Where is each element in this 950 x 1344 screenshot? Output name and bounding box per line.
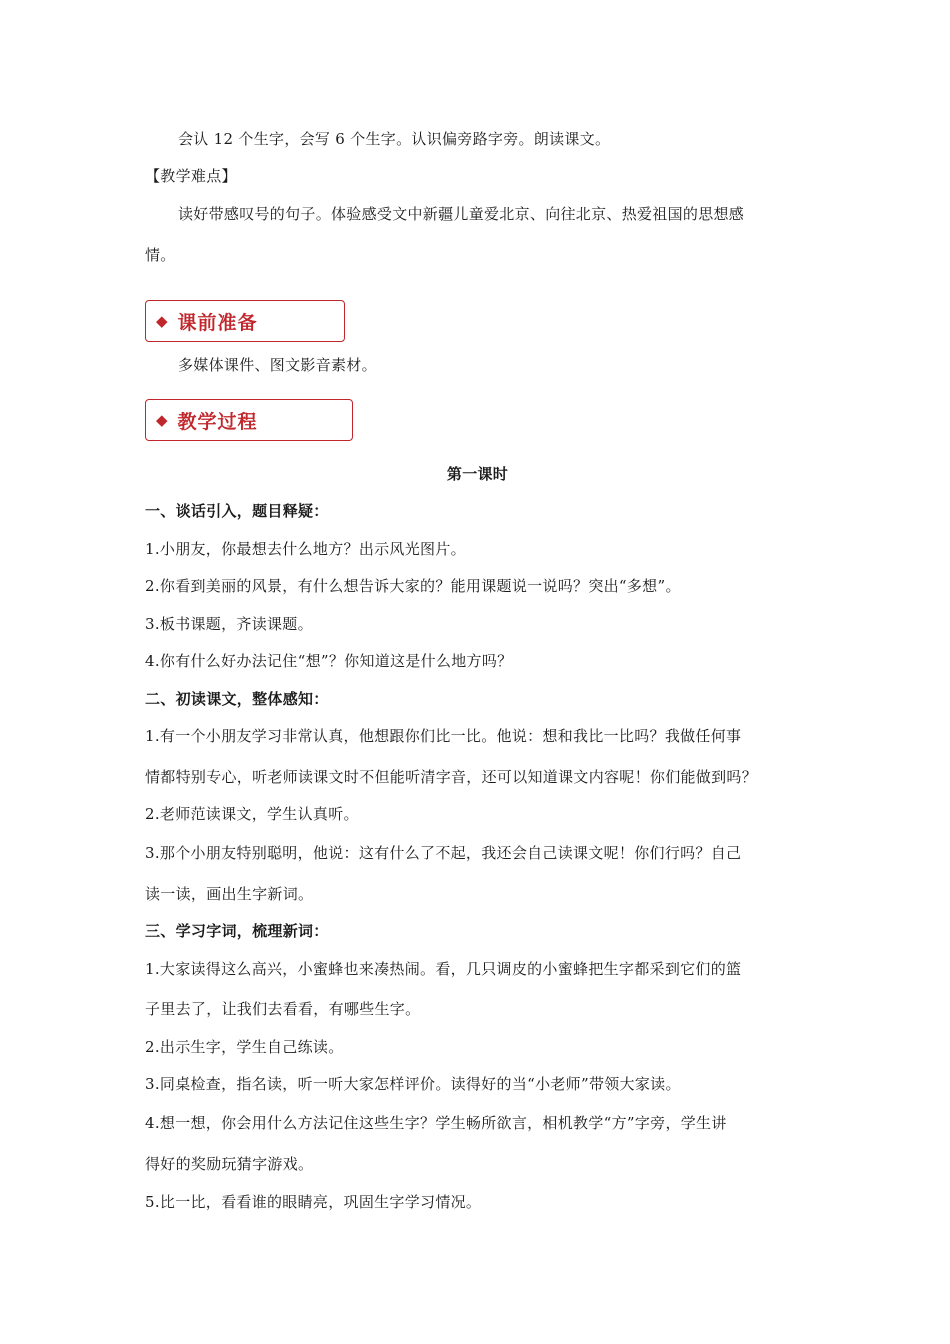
part2-heading: 二、初读课文，整体感知：	[145, 690, 329, 708]
process-section-header	[145, 399, 353, 441]
part3-item3: 3.同桌检查，指名读，听一听大家怎样评价。读得好的当“小老师”带领大家读。	[145, 1075, 681, 1093]
part2-item3-line1: 3.那个小朋友特别聪明，他说：这有什么了不起，我还会自己读课文呢！你们行吗？自己	[145, 844, 742, 862]
part3-item4-line2: 得好的奖励玩猜字游戏。	[145, 1155, 314, 1173]
part2-item3-line2: 读一读，画出生字新词。	[145, 885, 314, 903]
part1-item-1: 1.小朋友，你最想去什么地方？出示风光图片。	[145, 540, 466, 558]
part1-item-3: 3.板书课题，齐读课题。	[145, 615, 313, 633]
prep-section-header	[145, 300, 345, 342]
prep-section-title: 课前准备	[177, 311, 258, 334]
part3-item5: 5.比一比，看看谁的眼睛亮，巩固生字学习情况。	[145, 1193, 482, 1211]
prep-text: 多媒体课件、图文影音素材。	[178, 356, 377, 374]
part3-item2: 2.出示生字，学生自己练读。	[145, 1038, 344, 1056]
part3-item1-line1: 1.大家读得这么高兴，小蜜蜂也来凑热闹。看，几只调皮的小蜜蜂把生字都采到它们的篮	[145, 960, 742, 978]
difficulty-text-line2: 情。	[145, 246, 176, 264]
difficulty-text-line1: 读好带感叹号的句子。体验感受文中新疆儿童爱北京、向往北京、热爱祖国的思想感	[178, 205, 745, 223]
diamond-icon: ◆	[156, 410, 168, 429]
part1-heading: 一、谈话引入，题目释疑：	[145, 502, 329, 520]
part2-item2: 2.老师范读课文，学生认真听。	[145, 805, 359, 823]
part3-heading: 三、学习字词，梳理新词：	[145, 922, 329, 940]
part2-item1-line1: 1.有一个小朋友学习非常认真，他想跟你们比一比。他说：想和我比一比吗？我做任何事	[145, 727, 742, 745]
lesson-title: 第一课时	[446, 465, 509, 483]
diamond-icon: ◆	[156, 311, 168, 330]
difficulty-heading: 【教学难点】	[145, 167, 237, 185]
focus-text: 会认 12 个生字，会写 6 个生字。认识偏旁路字旁。朗读课文。	[178, 130, 611, 148]
part2-item1-line2: 情都特别专心，听老师读课文时不但能听清字音，还可以知道课文内容呢！你们能做到吗？	[145, 768, 758, 786]
part3-item4-line1: 4.想一想，你会用什么方法记住这些生字？学生畅所欲言，相机教学“方”字旁，学生讲	[145, 1114, 727, 1132]
part1-item-2: 2.你看到美丽的风景，有什么想告诉大家的？能用课题说一说吗？突出“多想”。	[145, 577, 681, 595]
part3-item1-line2: 子里去了，让我们去看看，有哪些生字。	[145, 1000, 421, 1018]
part1-item-4: 4.你有什么好办法记住“想”？你知道这是什么地方吗？	[145, 652, 513, 670]
process-section-title: 教学过程	[177, 410, 258, 433]
